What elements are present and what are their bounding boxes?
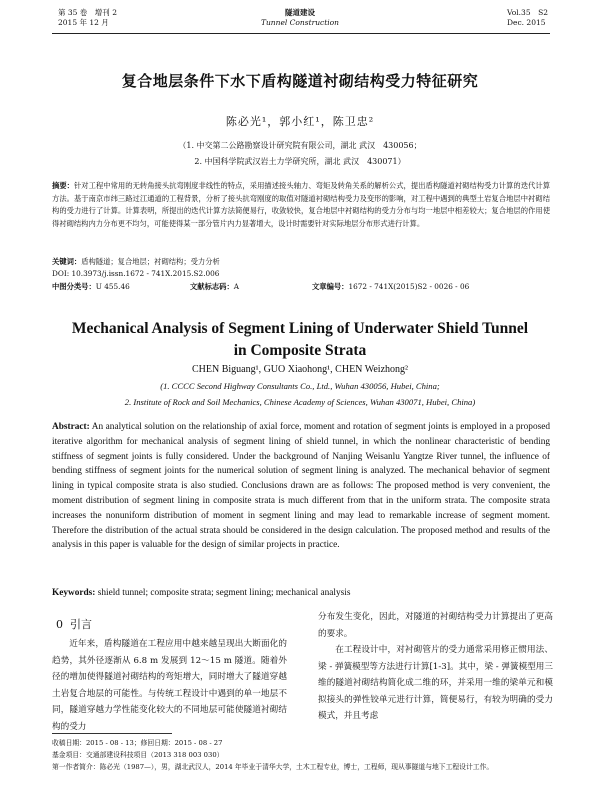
article-number: 文章编号：1672 - 741X(2015)S2 - 0026 - 06	[312, 282, 470, 291]
doi: DOI: 10.3973/j.issn.1672 - 741X.2015.S2.006	[52, 269, 220, 278]
classification-row	[52, 281, 550, 292]
authors-chinese: 陈必光¹，郭小红¹，陈卫忠²	[225, 115, 375, 128]
title-english	[0, 318, 600, 362]
footnote-received: 收稿日期：2015 - 08 - 13；修回日期：2015 - 08 - 27	[52, 739, 223, 747]
header-divider	[52, 33, 550, 34]
affiliation-en-1: (1. CCCC Second Highway Consultants Co., Ltd., Wuhan 430056, Hubei, China;	[160, 381, 440, 391]
abstract-chinese	[52, 180, 550, 230]
abstract-cn-text: 针对工程中常用的无转角接头抗弯刚度非线性的特点，采用描述接头轴力、弯矩及转角关系的解析公式，提出盾构隧道衬砌结构受力计算的迭代计算方法。基于南京市纬三路过江通道的工程背景，分析了接头抗弯刚度的取值对隧道衬砌结构受力及变形的影响，对工程中遇到的典型土岩复合地层中衬砌结构的受力进行了计算。计算表明，所提出的迭代计算方法简便易行，收敛较快，复合地层中衬砌结构的受力分布与均一地层中相差较大；复合地层的作用使得衬砌结构内力分布更不均匀，可能使得某一部分管片内力显著增大，设计时需要针对实际地层分布形式进行计算。	[52, 181, 551, 228]
keywords-cn-label: 关键词：	[52, 257, 82, 266]
authors-english: CHEN Biguang¹, GUO Xiaohong¹, CHEN Weizhong²	[191, 364, 409, 375]
journal-name-en: Tunnel Construction	[260, 18, 340, 27]
journal-name-cn: 隧道建设	[285, 8, 315, 17]
abstract-english	[52, 420, 550, 553]
keywords-english	[52, 588, 350, 598]
body-paragraph-left: 近年来，盾构隧道在工程应用中越来越呈现出大断面化的趋势，其外径逐渐从 6.8 m 发展到 12～15 m 隧道。随着外径的增加使得隧道衬砌结构的弯矩增大，同时增大了隧道穿越土岩复合地层的可能性。与传统工程设计中遇到的单一地层不同，隧道穿越力学性能变化较大的不同地层可能使隧道衬砌结构的受力	[52, 639, 287, 732]
section-title: 引言	[70, 618, 92, 631]
keywords-chinese	[52, 256, 220, 267]
title-en-line-2: in Composite Strata	[233, 342, 367, 359]
footnote-divider	[52, 733, 172, 734]
affiliation-cn-1: （1. 中交第二公路勘察设计研究院有限公司，湖北 武汉 430056；	[178, 141, 422, 150]
affiliation-cn-2: 2. 中国科学院武汉岩土力学研究所，湖北 武汉 430071）	[194, 157, 406, 166]
date-en: Dec. 2015	[507, 18, 546, 27]
affiliation-en-2: 2. Institute of Rock and Soil Mechanics, Chinese Academy of Sciences, Wuhan 430071, Hubei, China)	[124, 397, 476, 407]
body-column-left	[52, 636, 287, 735]
section-heading	[56, 616, 92, 632]
body-paragraph-right-2: 在工程设计中，对衬砌管片的受力通常采用修正惯用法、梁 - 弹簧模型等方法进行计算[1-3]。其中，梁 - 弹簧模型用三维的隧道衬砌结构简化成二维的环，并采用一维的梁单元和模拟接头的弹性铰单元进行计算，简便易行，有较为明确的受力模式，并且考虑	[318, 645, 553, 721]
footnote-fund: 基金项目：交通部建设科技项目（2013 318 003 030）	[52, 751, 224, 759]
volume-en: Vol.35 S2	[507, 8, 548, 17]
keywords-cn-text: 盾构隧道；复合地层；衬砌结构；受力分析	[81, 257, 220, 266]
abstract-en-text: An analytical solution on the relationship of axial force, moment and rotation of segment joints is employed in a proposed iterative algorithm for mechanical analysis of segment lining of shield tunnel, in which the nonlinear characteristic of bending stiffness of segment joints is fully considered. Under the background of Nanjing Weisanlu Yangtze River tunnel, the influence of bending stiffness of segment joints for the numerical solution of segment lining is analyzed. The mechanical behavior of segment lining in typical composite strata is also studied. Conclusions drawn are as follows: The proposed method is very convenient, the moment distribution of segment lining in composite strata is much different from that in the uniform strata. The composite strata increases the nonuniform distribution of moment in segment lining and may lead to remarkable increase of segment moment. Therefore the distribution of the actual strata should be considered in the design calculation. The proposed method and results of the analysis in this paper is valuable for the design of similar projects in practice.	[52, 422, 550, 551]
keywords-en-label: Keywords:	[52, 588, 96, 598]
abstract-cn-label: 摘要：	[52, 181, 74, 190]
volume-issue: 第 35 卷 增刊 2	[58, 8, 117, 17]
body-column-right	[318, 609, 553, 725]
abstract-en-label: Abstract:	[52, 422, 90, 432]
title-chinese: 复合地层条件下水下盾构隧道衬砌结构受力特征研究	[121, 72, 479, 90]
document-code: 文献标志码：A	[190, 282, 240, 291]
issue-date: 2015 年 12 月	[58, 18, 109, 27]
title-en-line-1: Mechanical Analysis of Segment Lining of Underwater Shield Tunnel	[71, 320, 529, 337]
body-paragraph-right-1: 分布发生变化，因此，对隧道的衬砌结构受力计算提出了更高的要求。	[318, 612, 553, 639]
footnote-author: 第一作者简介：陈必光（1987—），男，湖北武汉人，2014 年毕业于清华大学，土木工程专业，博士，工程师，现从事隧道与地下工程设计工作。	[52, 763, 494, 771]
section-number: 0	[56, 618, 63, 631]
keywords-en-text: shield tunnel; composite strata; segment lining; mechanical analysis	[97, 588, 351, 598]
journal-volume-en	[507, 8, 548, 28]
classification: 中图分类号：U 455.46	[52, 282, 130, 291]
